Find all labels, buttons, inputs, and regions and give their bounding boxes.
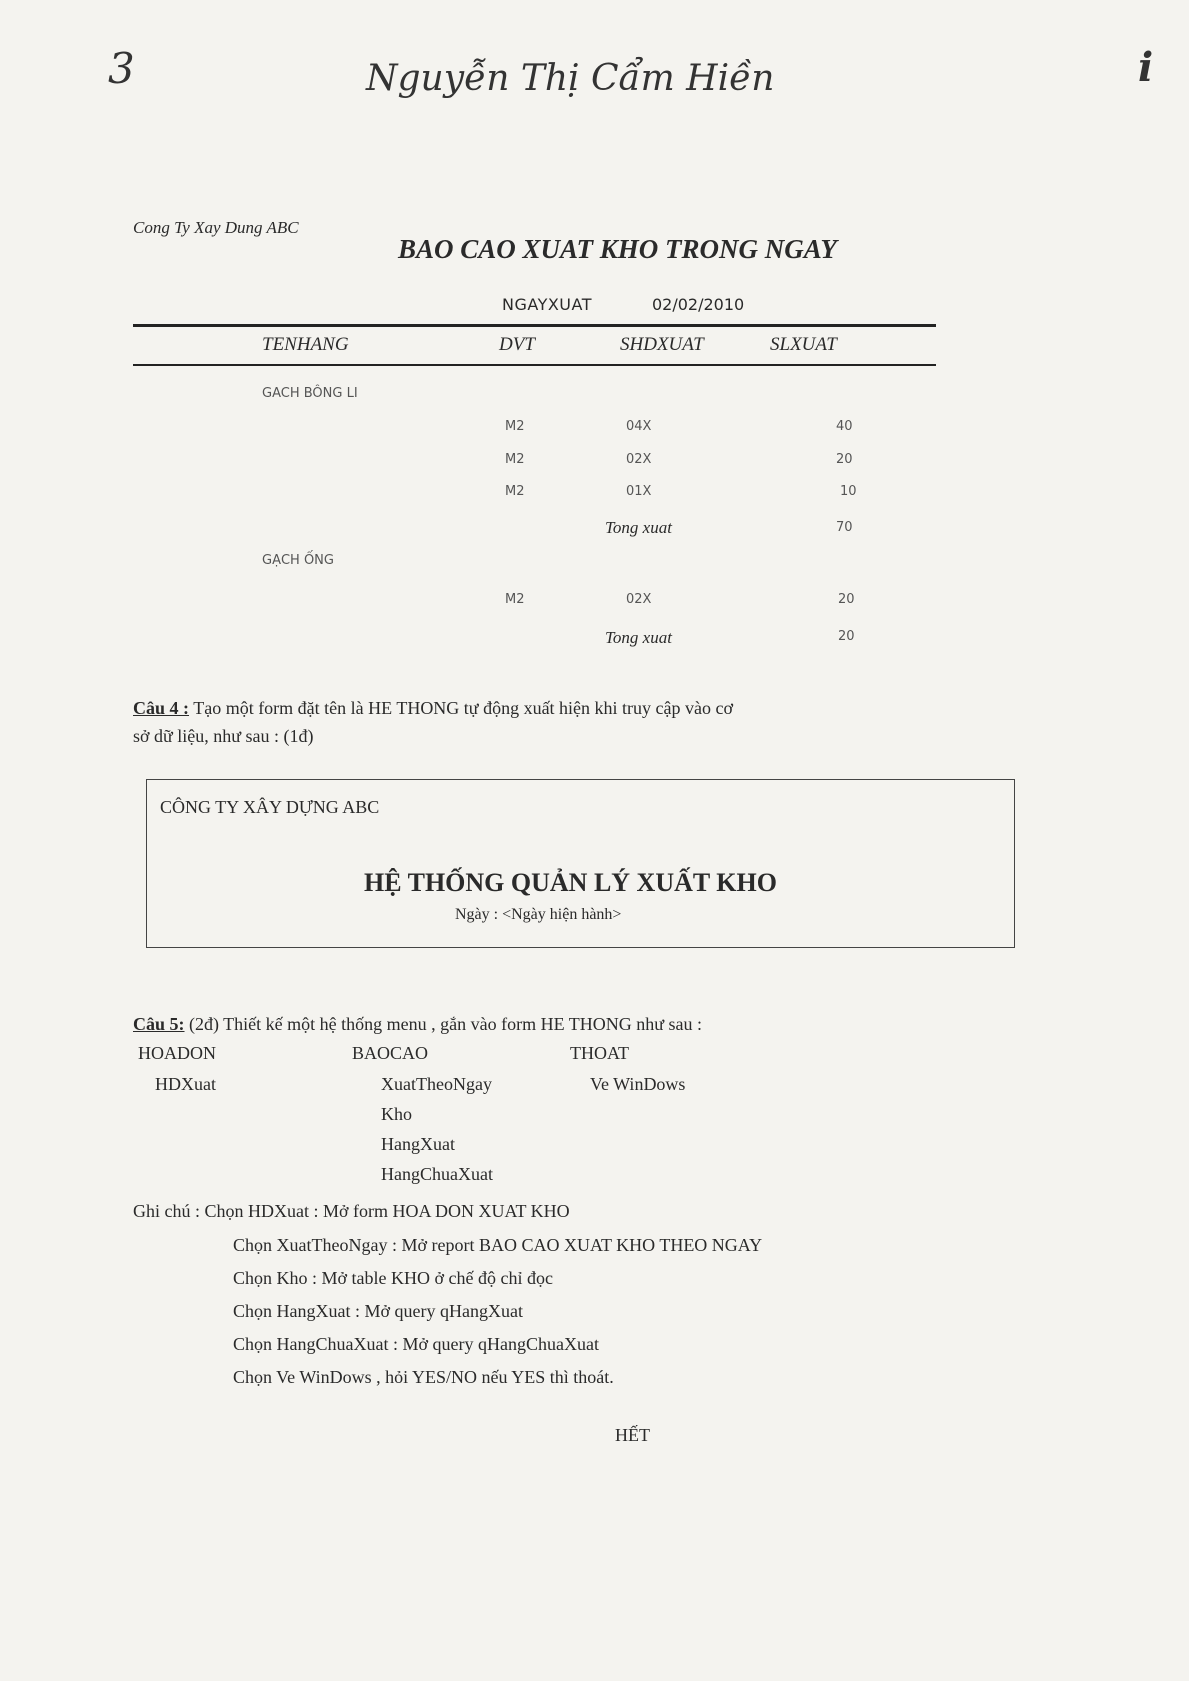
note-line: Chọn HangChuaXuat : Mở query qHangChuaXuat bbox=[233, 1334, 599, 1354]
note-line: Chọn XuatTheoNgay : Mở report BAO CAO XUAT KHO THEO NGAY bbox=[233, 1235, 763, 1255]
row-shd: 01X bbox=[626, 484, 652, 499]
group-total-label: Tong xuat bbox=[605, 518, 672, 537]
row-dvt: M2 bbox=[505, 419, 525, 434]
q4-line1 bbox=[133, 698, 733, 719]
report-date-value: 02/02/2010 bbox=[652, 295, 745, 314]
row-dvt: M2 bbox=[505, 484, 525, 499]
table-header-rule bbox=[133, 364, 936, 366]
menu-vewindows: Ve WinDows bbox=[590, 1074, 686, 1094]
report-date-label: NGAYXUAT bbox=[502, 295, 592, 314]
row-dvt: M2 bbox=[505, 452, 525, 467]
row-sl: 10 bbox=[840, 484, 857, 499]
q4-text-line2: sở dữ liệu, như sau : (1đ) bbox=[133, 726, 314, 746]
q5-text: (2đ) Thiết kế một hệ thống menu , gắn vào form HE THONG như sau : bbox=[189, 1014, 703, 1034]
note-line: Chọn Kho : Mở table KHO ở chế độ chỉ đọc bbox=[233, 1268, 553, 1288]
q5-line bbox=[133, 1014, 702, 1035]
row-shd: 04X bbox=[626, 419, 652, 434]
handwritten-page-number: 3 bbox=[108, 44, 135, 93]
report-company: Cong Ty Xay Dung ABC bbox=[133, 218, 299, 237]
handwritten-student-name: Nguyễn Thị Cẩm Hiền bbox=[366, 58, 775, 99]
q4-text-line1: Tạo một form đặt tên là HE THONG tự động xuất hiện khi truy cập vào cơ bbox=[193, 698, 734, 718]
group-name: GACH BÔNG LI bbox=[262, 386, 358, 401]
group-name: GẠCH ỐNG bbox=[262, 553, 334, 568]
form-date-line: Ngày : <Ngày hiện hành> bbox=[455, 906, 622, 923]
menu-hangxuat: HangXuat bbox=[381, 1134, 455, 1154]
form-title: HỆ THỐNG QUẢN LÝ XUẤT KHO bbox=[364, 868, 777, 897]
col-header-dvt: DVT bbox=[499, 334, 535, 355]
menu-hdxuat: HDXuat bbox=[155, 1074, 216, 1094]
note-line: Chọn Ve WinDows , hỏi YES/NO nếu YES thì thoát. bbox=[233, 1367, 614, 1387]
menu-hoadon: HOADON bbox=[138, 1043, 216, 1063]
group-total-value: 20 bbox=[838, 629, 855, 644]
row-shd: 02X bbox=[626, 452, 652, 467]
col-header-shdxuat: SHDXUAT bbox=[620, 334, 704, 355]
row-sl: 40 bbox=[836, 419, 853, 434]
note-line: Ghi chú : Chọn HDXuat : Mở form HOA DON XUAT KHO bbox=[133, 1201, 570, 1221]
handwritten-mark: i bbox=[1138, 44, 1154, 91]
row-dvt: M2 bbox=[505, 592, 525, 607]
report-title: BAO CAO XUAT KHO TRONG NGAY bbox=[398, 234, 837, 264]
col-header-slxuat: SLXUAT bbox=[770, 334, 837, 355]
menu-xuattheongay: XuatTheoNgay bbox=[381, 1074, 492, 1094]
menu-baocao: BAOCAO bbox=[352, 1043, 429, 1063]
menu-hangchuaxuat: HangChuaXuat bbox=[381, 1164, 493, 1184]
row-shd: 02X bbox=[626, 592, 652, 607]
end-marker: HẾT bbox=[615, 1425, 650, 1445]
group-total-value: 70 bbox=[836, 520, 853, 535]
menu-kho: Kho bbox=[381, 1104, 412, 1124]
menu-thoat: THOAT bbox=[570, 1043, 629, 1063]
form-company: CÔNG TY XÂY DỰNG ABC bbox=[160, 797, 380, 817]
q4-label: Câu 4 : bbox=[133, 698, 190, 718]
note-line: Chọn HangXuat : Mở query qHangXuat bbox=[233, 1301, 523, 1321]
group-total-label: Tong xuat bbox=[605, 628, 672, 647]
table-top-rule bbox=[133, 324, 936, 327]
row-sl: 20 bbox=[836, 452, 853, 467]
q5-label: Câu 5: bbox=[133, 1014, 185, 1034]
col-header-tenhang: TENHANG bbox=[262, 334, 349, 355]
row-sl: 20 bbox=[838, 592, 855, 607]
